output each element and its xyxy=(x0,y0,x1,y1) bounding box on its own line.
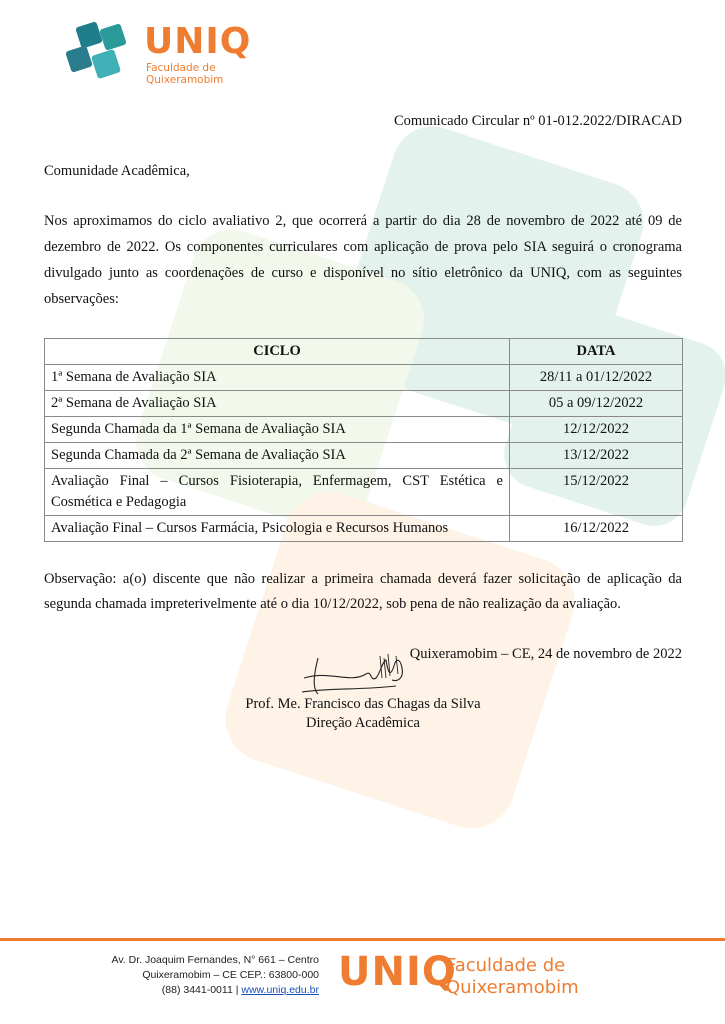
signer-role: Direção Acadêmica xyxy=(306,715,420,731)
website-link[interactable]: www.uniq.edu.br xyxy=(241,984,319,996)
footer-divider xyxy=(0,938,725,941)
cell-ciclo: Avaliação Final – Cursos Fisioterapia, Enfermagem, CST Estética e Cosmética e Pedagogia xyxy=(45,469,510,516)
table-row xyxy=(45,469,683,516)
document-reference: Comunicado Circular nº 01-012.2022/DIRACAD xyxy=(393,113,682,129)
cell-ciclo: Avaliação Final – Cursos Farmácia, Psicologia e Recursos Humanos xyxy=(45,516,510,542)
schedule-table xyxy=(44,338,683,542)
cell-ciclo: 1ª Semana de Avaliação SIA xyxy=(45,365,510,391)
table-row xyxy=(45,443,683,469)
table-header-row xyxy=(45,339,683,365)
salutation: Comunidade Acadêmica, xyxy=(44,163,190,179)
logo-wordmark: UNIQ xyxy=(144,21,252,62)
cell-ciclo: Segunda Chamada da 1ª Semana de Avaliação SIA xyxy=(45,417,510,443)
logo-subtitle: Faculdade de Quixeramobim xyxy=(146,62,224,86)
footer-phone: (88) 3441-0011 | xyxy=(161,984,239,996)
footer-address: Av. Dr. Joaquim Fernandes, N° 661 – Centro Quixeramobim – CE CEP.: 63800-000 (88) 3441-0011 | www.uniq.edu.br xyxy=(111,954,319,996)
cell-ciclo: 2ª Semana de Avaliação SIA xyxy=(45,391,510,417)
cell-data: 28/11 a 01/12/2022 xyxy=(510,365,683,391)
footer-logo-subtitle: Faculdade de Quixeramobim xyxy=(446,955,579,998)
header-data: DATA xyxy=(510,339,683,365)
cell-data: 05 a 09/12/2022 xyxy=(510,391,683,417)
place-date: Quixeramobim – CE, 24 de novembro de 2022 xyxy=(409,646,682,662)
table-row xyxy=(45,391,683,417)
cell-data: 12/12/2022 xyxy=(510,417,683,443)
cell-data: 16/12/2022 xyxy=(510,516,683,542)
observation-paragraph: Observação: a(o) discente que não realizar a primeira chamada deverá fazer solicitação de aplicação da segunda chamada impreterivelmente até o dia 10/12/2022, sob pena de não realização da avaliação. xyxy=(44,571,682,612)
table-row xyxy=(45,365,683,391)
cell-ciclo: Segunda Chamada da 2ª Semana de Avaliação SIA xyxy=(45,443,510,469)
table-row xyxy=(45,516,683,542)
uniq-logo-mark-icon xyxy=(64,20,134,90)
intro-paragraph: Nos aproximamos do ciclo avaliativo 2, que ocorrerá a partir do dia 28 de novembro de 2022 até 09 de dezembro de 2022. Os componentes curriculares com aplicação de prova pelo SIA seguirá o cronograma divulgado junto as coordenações de curso e disponível no sítio eletrônico da UNIQ, com as seguintes observações: xyxy=(44,213,682,307)
handwritten-signature-icon xyxy=(300,648,410,700)
signer-block xyxy=(243,695,483,733)
header-ciclo: CICLO xyxy=(45,339,510,365)
signer-name: Prof. Me. Francisco das Chagas da Silva xyxy=(245,696,481,712)
header-logo xyxy=(64,20,254,90)
footer-logo-wordmark: UNIQ xyxy=(338,949,457,995)
cell-data: 15/12/2022 xyxy=(510,469,683,516)
cell-data: 13/12/2022 xyxy=(510,443,683,469)
table-row xyxy=(45,417,683,443)
